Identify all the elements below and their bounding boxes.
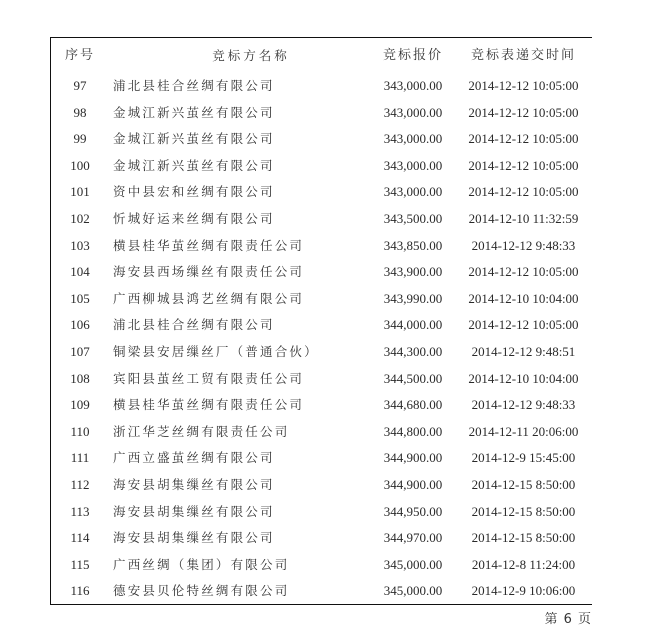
row-bidder-name: 广西柳城县鸿艺丝绸有限公司 xyxy=(113,290,305,306)
row-submit-time: 2014-12-12 10:05:00 xyxy=(468,264,579,280)
row-submit-time: 2014-12-15 8:50:00 xyxy=(471,530,576,546)
row-bidder-name: 浦北县桂合丝绸有限公司 xyxy=(113,78,275,93)
row-submit-time: 2014-12-12 10:05:00 xyxy=(468,184,579,200)
table-row xyxy=(51,206,593,232)
row-submit-time: 2014-12-10 11:32:59 xyxy=(468,211,579,226)
row-bid-price: 344,300.00 xyxy=(383,344,443,359)
table-row xyxy=(51,286,593,312)
row-bidder-name: 海安县胡集缫丝有限公司 xyxy=(113,477,275,492)
table-row xyxy=(51,73,593,99)
table-row xyxy=(51,153,593,179)
table-row xyxy=(51,259,593,285)
row-seq: 115 xyxy=(70,556,90,572)
table-row xyxy=(51,339,593,365)
row-bidder-name: 金城江新兴茧丝有限公司 xyxy=(113,157,275,173)
row-seq: 108 xyxy=(70,370,90,386)
row-submit-time: 2014-12-11 20:06:00 xyxy=(468,423,579,439)
row-submit-time: 2014-12-12 10:05:00 xyxy=(468,157,579,173)
row-bid-price: 345,000.00 xyxy=(383,583,443,599)
bid-table xyxy=(50,37,592,605)
row-bid-price: 343,850.00 xyxy=(383,237,443,253)
row-submit-time: 2014-12-12 10:05:00 xyxy=(468,317,579,333)
row-bid-price: 343,000.00 xyxy=(383,157,443,173)
row-bid-price: 343,900.00 xyxy=(383,264,443,280)
row-bidder-name: 海安县胡集缫丝有限公司 xyxy=(113,530,275,546)
row-seq: 107 xyxy=(70,344,90,359)
row-bid-price: 344,800.00 xyxy=(383,423,443,439)
row-bidder-name: 海安县西场缫丝有限责任公司 xyxy=(113,264,305,280)
row-bidder-name: 金城江新兴茧丝有限公司 xyxy=(113,131,275,147)
row-bidder-name: 金城江新兴茧丝有限公司 xyxy=(113,104,275,120)
row-submit-time: 2014-12-12 10:05:00 xyxy=(468,78,579,93)
header-time: 竞标表递交时间 xyxy=(470,48,576,63)
row-bidder-name: 资中县宏和丝绸有限公司 xyxy=(113,184,275,200)
table-row xyxy=(51,499,593,525)
table-row xyxy=(51,312,593,338)
row-seq: 109 xyxy=(70,397,90,413)
header-price: 竞标报价 xyxy=(382,48,443,63)
table-row xyxy=(51,233,593,259)
row-submit-time: 2014-12-12 9:48:33 xyxy=(471,237,576,253)
table-row xyxy=(51,578,593,604)
row-bidder-name: 横县桂华茧丝绸有限责任公司 xyxy=(113,397,305,413)
row-seq: 102 xyxy=(70,211,90,226)
row-submit-time: 2014-12-10 10:04:00 xyxy=(468,290,579,306)
row-submit-time: 2014-12-9 10:06:00 xyxy=(471,583,576,599)
header-seq: 序号 xyxy=(64,48,95,63)
row-bidder-name: 宾阳县茧丝工贸有限责任公司 xyxy=(113,370,305,386)
row-seq: 97 xyxy=(73,78,87,93)
row-bidder-name: 浙江华芝丝绸有限责任公司 xyxy=(113,423,290,439)
header-name: 竞标方名称 xyxy=(212,48,290,63)
row-bid-price: 344,900.00 xyxy=(383,477,443,492)
table-row xyxy=(51,392,593,418)
row-submit-time: 2014-12-15 8:50:00 xyxy=(471,503,576,519)
row-bid-price: 343,000.00 xyxy=(383,131,443,147)
row-bid-price: 343,000.00 xyxy=(383,184,443,200)
table-row xyxy=(51,552,593,578)
row-submit-time: 2014-12-9 15:45:00 xyxy=(471,450,576,466)
row-bidder-name: 德安县贝伦特丝绸有限公司 xyxy=(113,583,290,599)
table-row xyxy=(51,525,593,551)
table-row xyxy=(51,100,593,126)
row-submit-time: 2014-12-12 9:48:33 xyxy=(471,397,576,413)
row-seq: 100 xyxy=(70,157,90,173)
row-seq: 113 xyxy=(70,503,90,519)
table-header xyxy=(51,43,593,69)
row-bid-price: 344,970.00 xyxy=(383,530,443,546)
row-bid-price: 343,990.00 xyxy=(383,290,443,306)
page-number: 第 6 页 xyxy=(544,612,592,627)
row-seq: 98 xyxy=(73,104,87,120)
row-submit-time: 2014-12-15 8:50:00 xyxy=(471,477,576,492)
row-seq: 106 xyxy=(70,317,90,333)
row-seq: 101 xyxy=(70,184,90,200)
row-seq: 103 xyxy=(70,237,90,253)
row-seq: 112 xyxy=(70,477,90,492)
row-submit-time: 2014-12-10 10:04:00 xyxy=(468,370,579,386)
row-submit-time: 2014-12-12 10:05:00 xyxy=(468,104,579,120)
row-bidder-name: 浦北县桂合丝绸有限公司 xyxy=(113,317,275,333)
row-bidder-name: 广西丝绸（集团）有限公司 xyxy=(113,556,290,572)
row-bidder-name: 广西立盛茧丝绸有限公司 xyxy=(113,450,275,466)
row-seq: 105 xyxy=(70,290,90,306)
row-seq: 116 xyxy=(70,583,90,599)
row-seq: 111 xyxy=(70,450,90,466)
row-bid-price: 344,900.00 xyxy=(383,450,443,466)
row-bid-price: 344,000.00 xyxy=(383,317,443,333)
table-row xyxy=(51,126,593,152)
row-bid-price: 343,000.00 xyxy=(383,104,443,120)
row-bidder-name: 铜梁县安居缫丝厂（普通合伙） xyxy=(113,344,319,359)
table-row xyxy=(51,366,593,392)
table-row xyxy=(51,179,593,205)
row-bid-price: 343,500.00 xyxy=(383,211,443,226)
table-row xyxy=(51,445,593,471)
row-bidder-name: 海安县胡集缫丝有限公司 xyxy=(113,503,275,519)
row-bid-price: 345,000.00 xyxy=(383,556,443,572)
table-row xyxy=(51,472,593,498)
row-submit-time: 2014-12-8 11:24:00 xyxy=(471,556,576,572)
row-submit-time: 2014-12-12 10:05:00 xyxy=(468,131,579,147)
row-seq: 110 xyxy=(70,423,90,439)
row-bid-price: 344,680.00 xyxy=(383,397,443,413)
table-row xyxy=(51,419,593,445)
row-submit-time: 2014-12-12 9:48:51 xyxy=(471,344,576,359)
row-seq: 99 xyxy=(73,131,87,147)
row-bid-price: 344,500.00 xyxy=(383,370,443,386)
row-seq: 104 xyxy=(70,264,90,280)
row-bid-price: 344,950.00 xyxy=(383,503,443,519)
row-bid-price: 343,000.00 xyxy=(383,78,443,93)
row-bidder-name: 横县桂华茧丝绸有限责任公司 xyxy=(113,237,305,253)
row-seq: 114 xyxy=(70,530,90,546)
row-bidder-name: 忻城好运来丝绸有限公司 xyxy=(113,211,275,226)
